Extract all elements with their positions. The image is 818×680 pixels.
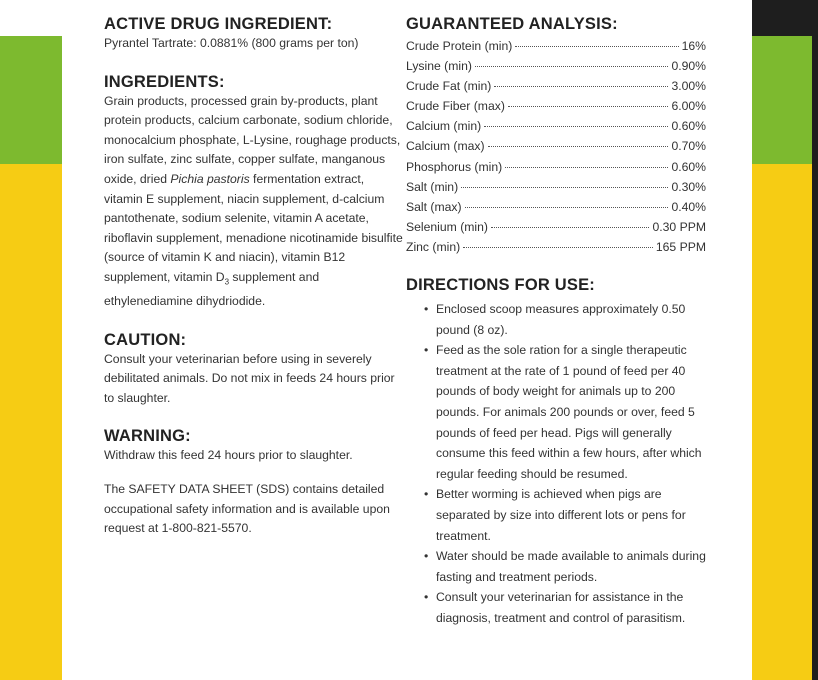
analysis-nutrient: Salt (max) [406,199,462,214]
analysis-value: 0.40% [671,199,706,214]
directions-list [406,299,706,629]
analysis-nutrient: Salt (min) [406,179,459,194]
dot-leader [508,106,669,107]
analysis-nutrient: Phosphorus (min) [406,159,503,174]
active-drug-section [104,14,404,54]
analysis-value: 3.00% [671,79,706,94]
analysis-row [406,76,706,96]
analysis-nutrient: Crude Fiber (max) [406,99,505,114]
analysis-value: 0.30 PPM [652,219,706,234]
analysis-row [406,116,706,136]
left-column [104,14,404,539]
analysis-value: 0.90% [671,59,706,74]
active-drug-heading: ACTIVE DRUG INGREDIENT: [104,15,333,33]
active-drug-text: Pyrantel Tartrate: 0.0881% (800 grams per ton) [104,36,359,50]
analysis-nutrient: Lysine (min) [406,59,472,74]
direction-item: • Water should be made available to animals during fasting and treatment periods. [424,546,706,587]
analysis-row [406,157,706,177]
analysis-nutrient: Crude Fat (min) [406,79,492,94]
right-column [406,14,706,629]
analysis-value: 165 PPM [655,239,706,254]
analysis-nutrient: Calcium (min) [406,119,482,134]
direction-item: • Better worming is achieved when pigs are separated by size into different lots or pens for treatment. [424,484,706,546]
left-yellow-band [0,164,62,680]
analysis-nutrient: Calcium (max) [406,139,485,154]
right-dark-band [752,0,818,36]
analysis-nutrient: Zinc (min) [406,239,461,254]
analysis-row [406,56,706,76]
analysis-value: 0.60% [671,119,706,134]
analysis-nutrient: Crude Protein (min) [406,39,513,53]
guaranteed-analysis-heading: GUARANTEED ANALYSIS: [406,15,618,33]
analysis-value: 0.60% [671,159,706,174]
dot-leader [505,167,668,168]
direction-item: • Consult your veterinarian for assistance in the diagnosis, treatment and control of parasitism. [424,587,706,628]
dot-leader [494,86,668,87]
analysis-nutrient: Selenium (min) [406,219,488,234]
analysis-table [406,36,706,257]
analysis-value: 6.00% [671,99,706,114]
analysis-row [406,237,706,257]
warning-section [104,426,404,466]
ingredients-text-part-2: fermentation extract, vitamin E supplement, niacin supplement, d-calcium pantothenate, sodium selenite, vitamin A acetate, riboflavin supplement, menadione nicotinamide bisulfite (source of vitamin K and niacin), vitamin B12 supplement, vitamin D [104,171,403,284]
caution-heading: CAUTION: [104,330,187,349]
ingredients-italic-species: Pichia pastoris [170,171,250,186]
ingredients-text-part-3: supplement and ethylenediamine dihydriodide. [104,269,320,308]
directions-heading: DIRECTIONS FOR USE: [406,276,595,295]
direction-item: • Enclosed scoop measures approximately 0.50 pound (8 oz). [424,299,706,340]
caution-section [104,330,404,409]
right-green-band [752,36,818,164]
analysis-value: 0.70% [671,139,706,154]
sds-section [104,480,404,539]
caution-text: Consult your veterinarian before using in severely debilitated animals. Do not mix in feeds 24 hours prior to slaughter. [104,351,395,405]
direction-item: • Feed as the sole ration for a single therapeutic treatment at the rate of 1 pound of feed per 40 pounds of body weight for animals up to 200 pounds. For animals 200 pounds or over, feed 5 pounds of feed per head. Pigs will generally consume this feed within a few hours, after which regular feeding should be resumed. [424,340,706,484]
analysis-value: 16% [681,39,706,53]
dot-leader [515,46,678,47]
analysis-row [406,96,706,116]
warning-text: Withdraw this feed 24 hours prior to slaughter. [104,448,353,463]
left-green-band [0,36,62,164]
analysis-row [406,36,706,56]
feed-label-panel [62,0,752,680]
ingredients-text-part-1: Grain products, processed grain by-products, plant protein products, calcium carbonate, sodium chloride, monocalcium phosphate, L-Lysine, roughage products, iron sulfate, zinc sulfate, copper sulfate, manganous oxide, dried [104,93,401,186]
ingredients-text [104,92,404,312]
analysis-value: 0.30% [671,179,706,194]
ingredients-heading: INGREDIENTS: [104,72,225,91]
analysis-row [406,217,706,237]
dot-leader [461,187,668,188]
analysis-row [406,197,706,217]
sds-text: The SAFETY DATA SHEET (SDS) contains detailed occupational safety information and is available upon request at 1-800-821-5570. [104,481,390,536]
dot-leader [488,146,669,147]
ingredients-section [104,72,404,312]
guaranteed-analysis-section [406,14,706,257]
analysis-row [406,177,706,197]
ingredients-subscript: 3 [224,277,230,287]
left-border-top [0,0,62,36]
right-border-edge [812,0,818,680]
directions-section [406,275,706,629]
dot-leader [463,247,653,248]
dot-leader [475,66,669,67]
right-yellow-band [752,164,812,680]
dot-leader [465,207,669,208]
dot-leader [491,227,650,228]
analysis-row [406,136,706,156]
dot-leader [484,126,668,127]
warning-heading: WARNING: [104,427,191,446]
